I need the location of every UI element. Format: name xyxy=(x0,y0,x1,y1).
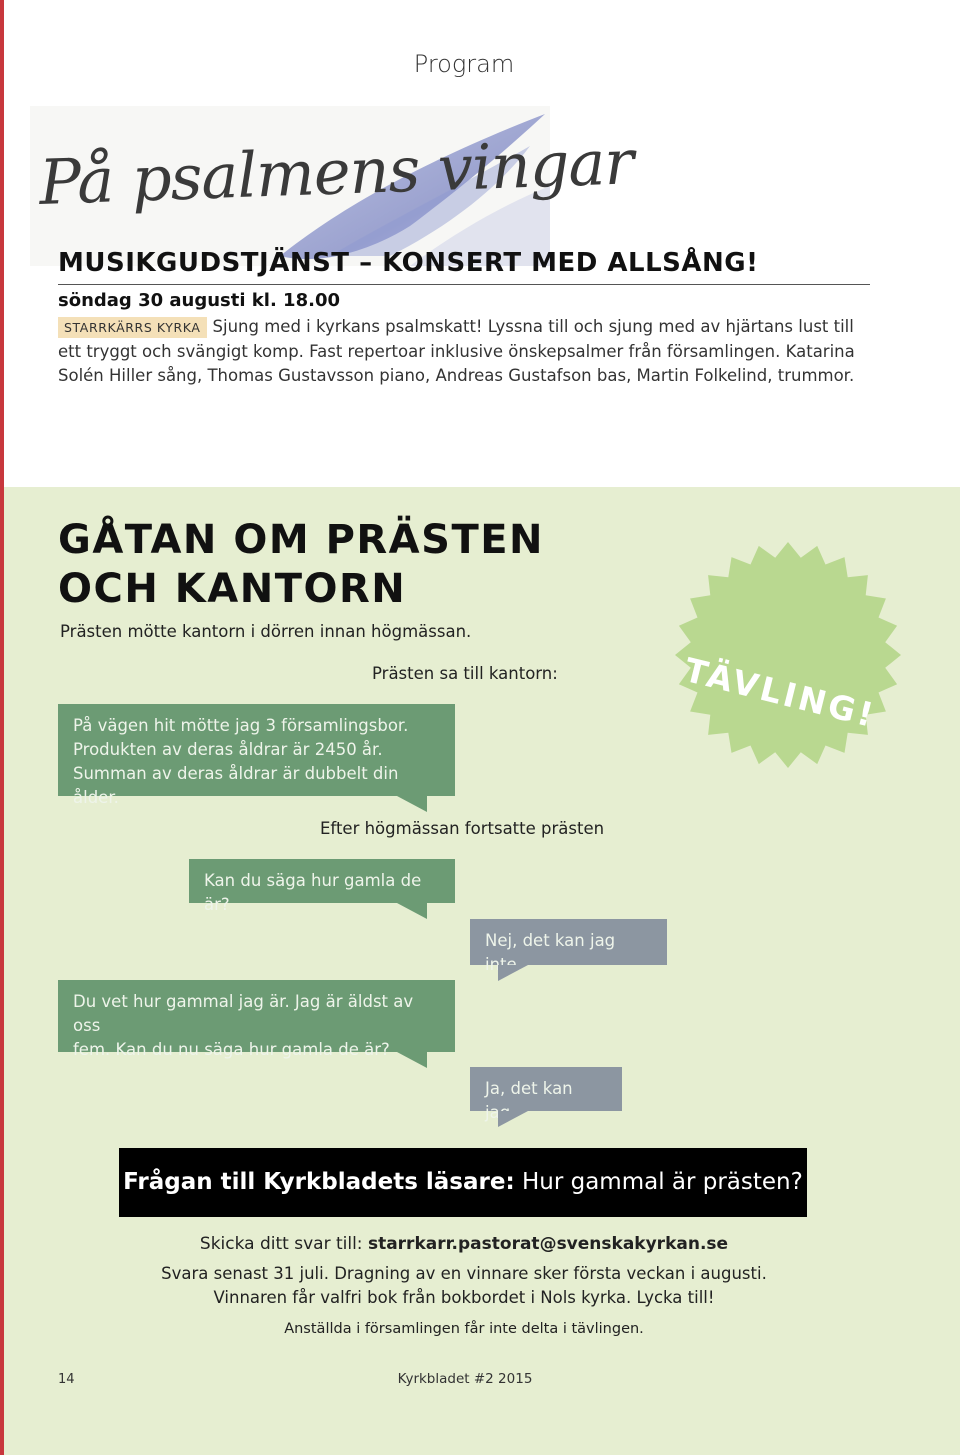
bubble-line: På vägen hit mötte jag 3 församlingsbor. xyxy=(73,716,409,735)
quiz-intro: Prästen mötte kantorn i dörren innan högmässan. xyxy=(60,622,472,641)
location-tag: STARRKÄRRS KYRKA xyxy=(58,317,207,338)
deadline-text: Svara senast 31 juli. Dragning av en vinnare sker första veckan i augusti. xyxy=(161,1264,767,1283)
page-number: 14 xyxy=(58,1372,75,1387)
quiz-title xyxy=(58,516,544,614)
send-label: Skicka ditt svar till: xyxy=(199,1234,363,1254)
concert-date: söndag 30 augusti kl. 18.00 xyxy=(58,290,340,311)
prize-text: Vinnaren får valfri bok från bokbordet i Nols kyrka. Lycka till! xyxy=(213,1288,715,1307)
speech-bubble-priest-1 xyxy=(58,704,455,807)
bubble-tail xyxy=(397,903,427,919)
quiz-title-line-1: GÅTAN OM PRÄSTEN xyxy=(58,517,545,563)
bubble-line: Summan av deras åldrar är dubbelt din ålder. xyxy=(73,764,399,807)
narration-2: Efter högmässan fortsatte prästen xyxy=(320,819,605,838)
bubble-tail xyxy=(397,1052,427,1068)
speech-bubble-cantor-2 xyxy=(470,1067,622,1122)
bubble-line: Produkten av deras åldrar är 2450 år. xyxy=(73,740,383,759)
banner-title: På psalmens vingar xyxy=(38,125,635,219)
question-label: Frågan till Kyrkbladets läsare: xyxy=(123,1169,515,1195)
divider xyxy=(58,284,870,285)
concert-title: MUSIKGUDSTJÄNST – KONSERT MED ALLSÅNG! xyxy=(58,248,759,278)
concert-description-text: Sjung med i kyrkans psalmskatt! Lyssna till och sjung med av hjärtans lust till ett tryggt och svängigt komp. Fast repertoar inklusive önskepsalmer från församlingen. Katarina Solén Hiller sång, Thomas Gustavsson piano, Andreas Gustafson bas, Martin Folkelind, trummor. xyxy=(58,317,855,385)
banner-image xyxy=(30,106,635,266)
badge-text: TÄVLING! xyxy=(680,650,881,736)
bubble-tail xyxy=(498,965,528,981)
publication-footer: Kyrkbladet #2 2015 xyxy=(397,1371,533,1387)
question-text: Hur gammal är prästen? xyxy=(521,1169,803,1195)
quiz-title-line-2: OCH KANTORN xyxy=(58,566,407,612)
speech-bubble-priest-2 xyxy=(189,859,455,914)
bubble-line: fem. Kan du nu säga hur gamla de är? xyxy=(73,1040,390,1059)
narration-1: Prästen sa till kantorn: xyxy=(372,664,558,683)
bubble-tail xyxy=(498,1111,528,1127)
bubble-line: Ja, det kan jag. xyxy=(485,1079,573,1122)
speech-bubble-cantor-1 xyxy=(470,919,667,974)
speech-bubble-priest-3 xyxy=(58,980,455,1059)
bubble-tail xyxy=(397,796,427,812)
bubble-line: Du vet hur gammal jag är. Jag är äldst av oss xyxy=(73,992,414,1035)
disclaimer-text: Anställda i församlingen får inte delta i tävlingen. xyxy=(284,1321,644,1337)
question-bar xyxy=(119,1148,807,1217)
bubble-line: Kan du säga hur gamla de är? xyxy=(204,871,422,914)
email-link[interactable]: starrkarr.pastorat@svenskakyrkan.se xyxy=(367,1234,729,1254)
bubble-line: Nej, det kan jag inte. xyxy=(485,931,616,974)
send-instruction xyxy=(4,1234,924,1254)
concert-description xyxy=(58,315,878,389)
section-label: Program xyxy=(413,50,515,78)
